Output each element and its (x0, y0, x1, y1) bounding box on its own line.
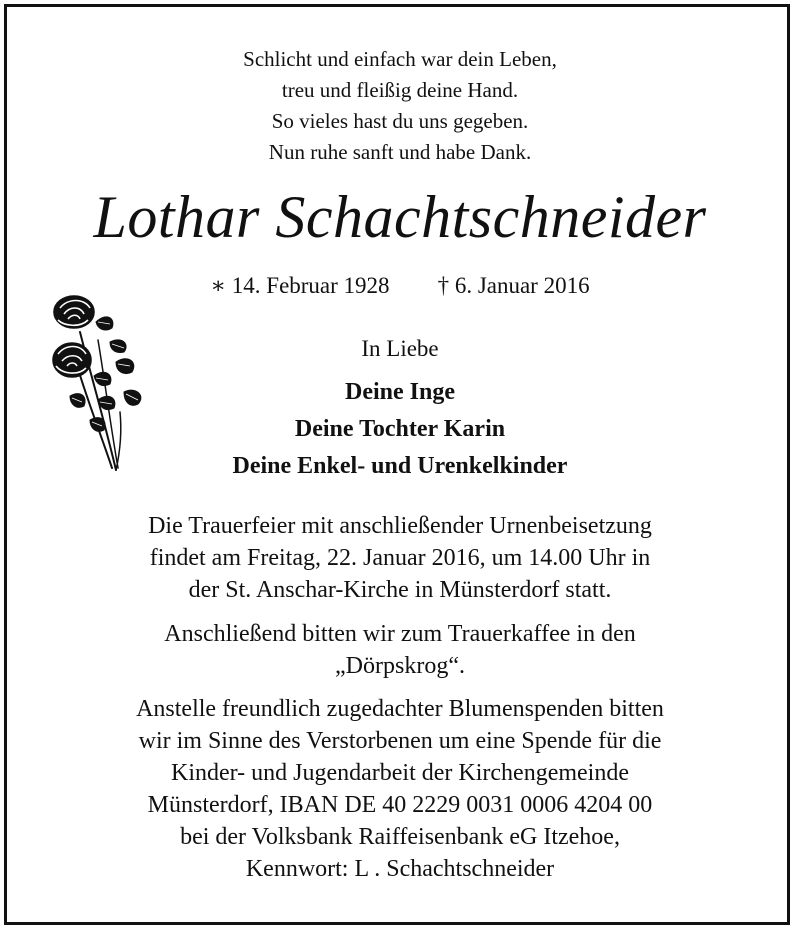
ceremony-info (0, 510, 800, 606)
mourner: Deine Inge (345, 379, 455, 405)
donation-line: Kinder- und Jugendarbeit der Kirchengemeinde (170, 760, 629, 786)
ceremony-line: der St. Anschar-Kirche in Münsterdorf statt. (188, 577, 612, 603)
mourner: Deine Tochter Karin (294, 416, 506, 442)
donation-info (0, 693, 800, 885)
deceased-name: Lothar Schachtschneider (93, 184, 707, 250)
memorial-poem (0, 44, 800, 168)
coffee-line: „Dörpskrog“. (335, 653, 465, 679)
donation-line: Münsterdorf, IBAN DE 40 2229 0031 0006 4204 00 (147, 792, 653, 818)
ceremony-line: findet am Freitag, 22. Januar 2016, um 14.00 Uhr in (149, 545, 651, 571)
birth-date: ∗ 14. Februar 1928 (210, 273, 390, 298)
coffee-info (0, 618, 800, 682)
mourner: Deine Enkel- und Urenkelkinder (232, 453, 568, 479)
coffee-line: Anschließend bitten wir zum Trauerkaffee in den (164, 621, 636, 647)
dedication: In Liebe (361, 336, 439, 361)
mourners-list (0, 374, 800, 485)
death-date: † 6. Januar 2016 (437, 273, 590, 298)
ceremony-line: Die Trauerfeier mit anschließender Urnenbeisetzung (148, 513, 652, 539)
donation-line: wir im Sinne des Verstorbenen um eine Spende für die (138, 728, 662, 754)
poem-line: Nun ruhe sanft und habe Dank. (268, 140, 532, 164)
poem-line: treu und fleißig deine Hand. (281, 78, 519, 102)
donation-line: Kennwort: L . Schachtschneider (245, 856, 555, 882)
poem-line: Schlicht und einfach war dein Leben, (243, 47, 557, 71)
donation-line: Anstelle freundlich zugedachter Blumenspenden bitten (136, 696, 664, 722)
donation-line: bei der Volksbank Raiffeisenbank eG Itzehoe, (180, 824, 620, 850)
poem-line: So vieles hast du uns gegeben. (271, 109, 529, 133)
